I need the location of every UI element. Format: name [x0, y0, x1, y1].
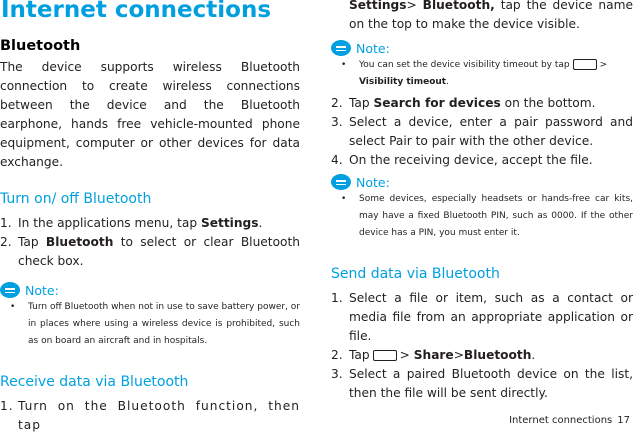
visibility-timeout-term: Visibility timeout [359, 77, 447, 87]
page-number: 17 [617, 415, 630, 426]
send-steps [331, 289, 633, 403]
note-icon [331, 40, 351, 56]
note-text-pre: You can set the device visibility timeout by tap [359, 60, 570, 70]
step-number: 2. [331, 96, 343, 110]
receive-heading: Receive data via Bluetooth [0, 374, 189, 390]
receive-steps-right [331, 94, 633, 170]
menu-key-icon [573, 59, 597, 70]
step-text-end: . [531, 348, 536, 362]
step-number: 3. [331, 367, 343, 381]
list-item [331, 0, 633, 34]
turn-on-off-heading: Turn on/ off Bluetooth [0, 191, 152, 207]
note-block [331, 39, 633, 91]
step-text: Turn on the Bluetooth function, then tap [18, 399, 300, 432]
step-text: In the applications menu, tap [18, 216, 201, 230]
send-heading: Send data via Bluetooth [331, 266, 500, 282]
page-title: Internet connections [1, 0, 272, 23]
step-text: tap the device name on the top to make the device visible. [349, 0, 633, 31]
note-label: Note: [25, 282, 59, 298]
menu-key-icon [373, 350, 397, 361]
list-item [331, 289, 633, 346]
note-text: Some devices, especially headsets or hands-free car kits, may have a fixed Bluetooth PIN, such as 0000. If the other device has a PIN, you must enter it. [359, 194, 633, 238]
left-column [0, 36, 300, 435]
step-number: 1. [0, 399, 14, 413]
note-icon [0, 282, 20, 298]
note-body [331, 191, 633, 242]
note-label: Note: [356, 40, 390, 56]
list-item [0, 233, 300, 271]
step-number: 4. [331, 153, 343, 167]
step-text: Tap [349, 348, 370, 362]
list-item [331, 365, 633, 403]
note-icon [331, 174, 351, 190]
page-footer [509, 415, 630, 426]
bullet: • [10, 302, 16, 312]
path-separator: > [399, 348, 410, 362]
list-item [0, 397, 300, 435]
list-item [331, 346, 633, 365]
step-text: Tap [18, 235, 46, 249]
step-number: 2. [331, 348, 343, 362]
right-column [331, 0, 633, 403]
path-separator: > [406, 0, 423, 12]
step-text: On the receiving device, accept the file. [349, 153, 593, 167]
step-number: 2. [0, 235, 12, 249]
bullet: • [341, 60, 347, 70]
receive-steps-left [0, 397, 300, 435]
path-separator: > [453, 348, 464, 362]
turn-on-off-steps [0, 214, 300, 271]
note-text-end: . [446, 77, 449, 87]
note-text [359, 57, 633, 91]
note-body [0, 299, 300, 350]
step-text: Tap [349, 96, 374, 110]
path-separator: > [599, 60, 608, 70]
bullet: • [341, 194, 347, 204]
receive-steps-cont [331, 0, 633, 34]
bluetooth-term: Bluetooth, [422, 0, 495, 12]
step-number: 1. [0, 216, 12, 230]
search-devices-term: Search for devices [373, 96, 501, 110]
list-item [331, 113, 633, 151]
step-text: Select a file or item, such as a contact or media file from an appropriate application or file. [349, 291, 633, 343]
settings-term: Settings [349, 0, 407, 12]
note-block [0, 281, 300, 350]
bluetooth-term: Bluetooth [463, 348, 532, 362]
step-text-end: . [258, 216, 263, 230]
step-number: 1. [331, 291, 343, 305]
note-label: Note: [356, 174, 390, 190]
note-header [0, 281, 300, 299]
bluetooth-heading: Bluetooth [0, 38, 81, 54]
list-item [331, 94, 633, 113]
step-text-end: to select or clear Bluetooth check box. [18, 235, 300, 268]
note-header [331, 173, 633, 191]
bluetooth-intro: The device supports wireless Bluetooth connection to create wireless connections between the device and the Bluetooth earphone, hands free vehicle-mounted phone equipment, computer or other devices for data exchange. [0, 60, 300, 169]
settings-term: Settings [200, 216, 259, 230]
bluetooth-term: Bluetooth [45, 235, 114, 249]
list-item [331, 151, 633, 170]
step-text-end: on the bottom. [500, 96, 596, 110]
share-term: Share [413, 348, 454, 362]
note-body [331, 57, 633, 91]
note-text: Turn off Bluetooth when not in use to save battery power, or in places where using a wireless device is prohibited, such as on board an aircraft and in hospitals. [28, 302, 300, 346]
step-text: Select a device, enter a pair password and select Pair to pair with the other device. [349, 115, 633, 148]
footer-section: Internet connections [509, 415, 613, 426]
note-header [331, 39, 633, 57]
step-text: Select a paired Bluetooth device on the list, then the file will be sent directly. [349, 367, 633, 400]
step-number: 3. [331, 115, 343, 129]
note-block [331, 173, 633, 242]
list-item [0, 214, 300, 233]
